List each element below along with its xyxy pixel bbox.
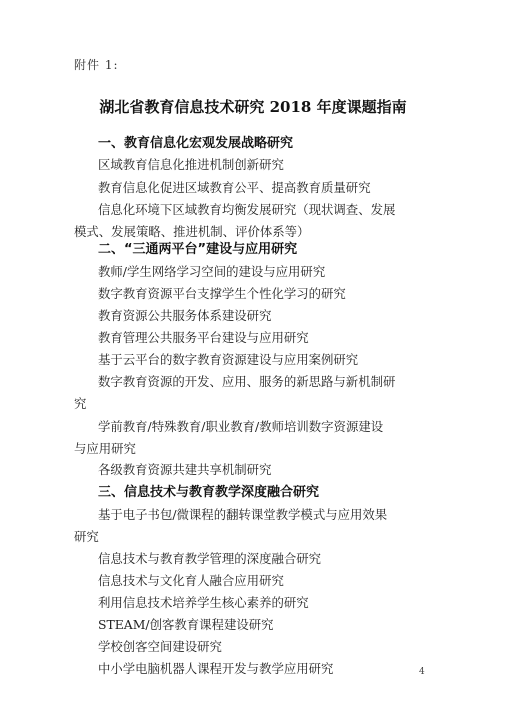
list-item: 基于云平台的数字教育资源建设与应用案例研究	[98, 352, 359, 367]
list-item: STEAM/创客教育课程建设研究	[98, 617, 274, 632]
list-item: 信息技术与文化育人融合应用研究	[98, 573, 284, 588]
list-item: 信息化环境下区域教育均衡发展研究（现状调查、发展	[98, 202, 396, 217]
list-item: 各级教育资源共建共享机制研究	[98, 462, 272, 477]
list-item-continuation: 究	[74, 396, 87, 411]
list-item: 区域教育信息化推进机制创新研究	[98, 157, 284, 172]
list-item-continuation: 模式、发展策略、推进机制、评价体系等）	[74, 224, 310, 239]
section-heading-1: 一、教育信息化宏观发展战略研究	[98, 136, 294, 151]
list-item: 数字教育资源的开发、应用、服务的新思路与新机制研	[98, 374, 396, 389]
list-item: 教育信息化促进区域教育公平、提高教育质量研究	[98, 180, 371, 195]
page-number: 4	[419, 667, 425, 677]
list-item-continuation: 与应用研究	[74, 441, 136, 456]
list-item: 基于电子书包/微课程的翻转课堂教学模式与应用效果	[98, 507, 388, 522]
list-item: 学校创客空间建设研究	[98, 639, 222, 654]
list-item: 中小学电脑机器人课程开发与教学应用研究	[98, 661, 334, 676]
list-item: 教育资源公共服务体系建设研究	[98, 308, 272, 323]
list-item: 学前教育/特殊教育/职业教育/教师培训数字资源建设	[98, 419, 384, 434]
section-heading-2: 二、“三通两平台”建设与应用研究	[98, 242, 298, 257]
attachment-label: 附件 1:	[74, 58, 119, 72]
list-item: 数字教育资源平台支撑学生个性化学习的研究	[98, 286, 346, 301]
document-title: 湖北省教育信息技术研究 2018 年度课题指南	[99, 98, 407, 116]
list-item: 信息技术与教育教学管理的深度融合研究	[98, 551, 322, 566]
list-item-continuation: 研究	[74, 529, 99, 544]
list-item: 利用信息技术培养学生核心素养的研究	[98, 595, 309, 610]
section-heading-3: 三、信息技术与教育教学深度融合研究	[98, 485, 320, 500]
list-item: 教育管理公共服务平台建设与应用研究	[98, 330, 309, 345]
list-item: 教师/学生网络学习空间的建设与应用研究	[98, 264, 326, 279]
